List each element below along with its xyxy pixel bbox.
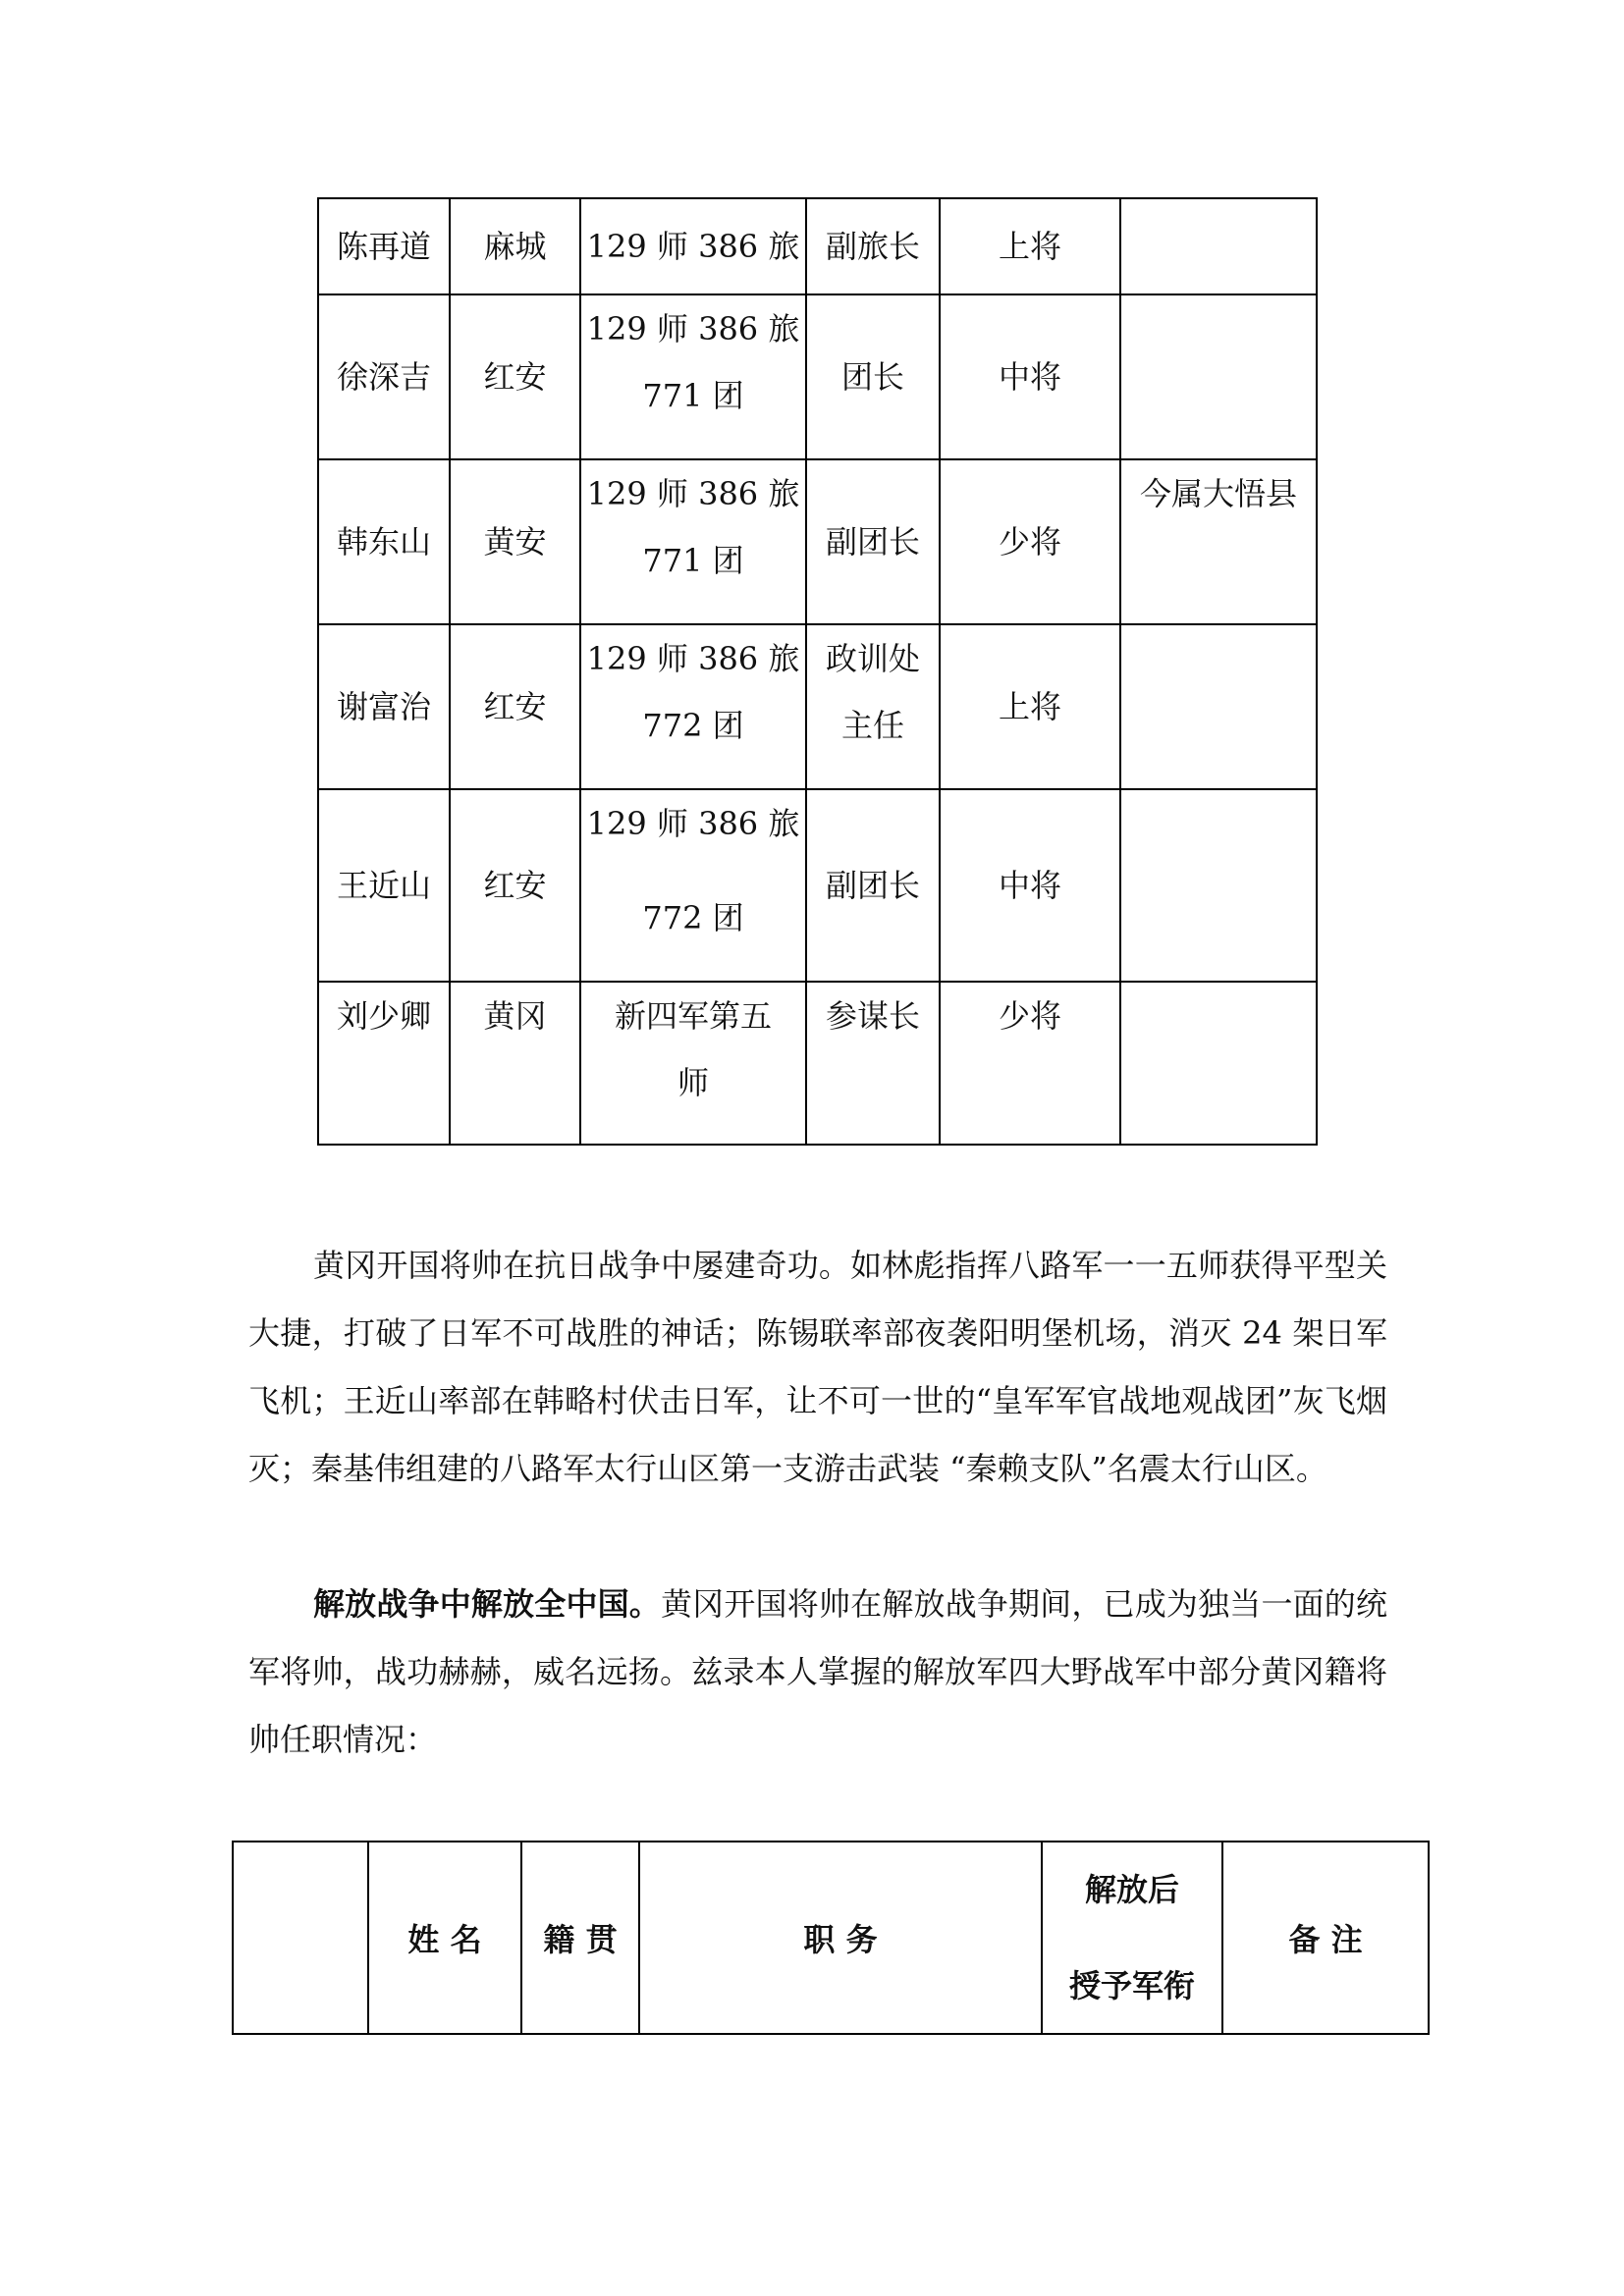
officer-name: 陈再道 (318, 198, 450, 294)
officer-hometown: 红安 (450, 624, 580, 789)
header-note: 备 注 (1222, 1842, 1429, 2034)
officer-rank: 少将 (940, 459, 1120, 624)
officer-unit: 129 师 386 旅 772 团 (580, 624, 806, 789)
officer-rank: 中将 (940, 294, 1120, 459)
officer-name: 刘少卿 (318, 982, 450, 1145)
header-origin: 籍 贯 (521, 1842, 639, 2034)
officers-table-2-header (232, 1841, 1430, 2035)
officer-hometown: 红安 (450, 294, 580, 459)
officer-unit: 129 师 386 旅 771 团 (580, 459, 806, 624)
paragraph-bold-lead: 解放战争中解放全中国。 (313, 1585, 661, 1623)
officer-position: 团长 (806, 294, 940, 459)
officer-unit: 129 师 386 旅 (580, 198, 806, 294)
table-row (318, 789, 1317, 982)
officer-hometown: 黄安 (450, 459, 580, 624)
table-row (318, 982, 1317, 1145)
table-header-row (233, 1842, 1429, 2034)
officer-note (1120, 982, 1317, 1145)
officer-name: 王近山 (318, 789, 450, 982)
officer-rank: 上将 (940, 624, 1120, 789)
table-row (318, 624, 1317, 789)
officer-note (1120, 789, 1317, 982)
table-row (318, 198, 1317, 294)
officer-unit: 129 师 386 旅 771 团 (580, 294, 806, 459)
officer-name: 徐深吉 (318, 294, 450, 459)
officer-position: 参谋长 (806, 982, 940, 1145)
header-rank: 解放后 授予军衔 (1042, 1842, 1222, 2034)
table-row (318, 459, 1317, 624)
officer-unit: 新四军第五 师 (580, 982, 806, 1145)
officer-name: 韩东山 (318, 459, 450, 624)
officer-name: 谢富治 (318, 624, 450, 789)
paragraph-liberation-war (248, 1571, 1387, 1774)
paragraph-text: 黄冈开国将帅在解放战争期间，已成为独当一面的统军将帅，战功赫赫，威名远扬。兹录本人掌握的解放军四大野战军中部分黄冈籍将帅任职情况： (248, 1585, 1387, 1758)
officer-note: 今属大悟县 (1120, 459, 1317, 624)
officer-unit: 129 师 386 旅 772 团 (580, 789, 806, 982)
table-row (318, 294, 1317, 459)
officer-note (1120, 198, 1317, 294)
officer-note (1120, 294, 1317, 459)
officers-table-1 (317, 197, 1318, 1146)
header-duty: 职 务 (639, 1842, 1042, 2034)
officer-rank: 少将 (940, 982, 1120, 1145)
officer-hometown: 黄冈 (450, 982, 580, 1145)
officer-rank: 上将 (940, 198, 1120, 294)
officer-rank: 中将 (940, 789, 1120, 982)
officer-hometown: 红安 (450, 789, 580, 982)
header-blank (233, 1842, 368, 2034)
officer-hometown: 麻城 (450, 198, 580, 294)
paragraph-anti-japanese-war: 黄冈开国将帅在抗日战争中屡建奇功。如林彪指挥八路军一一五师获得平型关大捷，打破了日军不可战胜的神话；陈锡联率部夜袭阳明堡机场，消灭 24 架日军飞机；王近山率部在韩略村伏击日军，让不可一世的“皇军军官战地观战团”灰飞烟灭；秦基伟组建的八路军太行山区第一支游击武装 “秦赖支队”名震太行山区。 (248, 1247, 1387, 1487)
officer-note (1120, 624, 1317, 789)
officer-position: 副旅长 (806, 198, 940, 294)
officer-position: 副团长 (806, 459, 940, 624)
officer-position: 政训处 主任 (806, 624, 940, 789)
officer-position: 副团长 (806, 789, 940, 982)
header-name: 姓 名 (368, 1842, 521, 2034)
